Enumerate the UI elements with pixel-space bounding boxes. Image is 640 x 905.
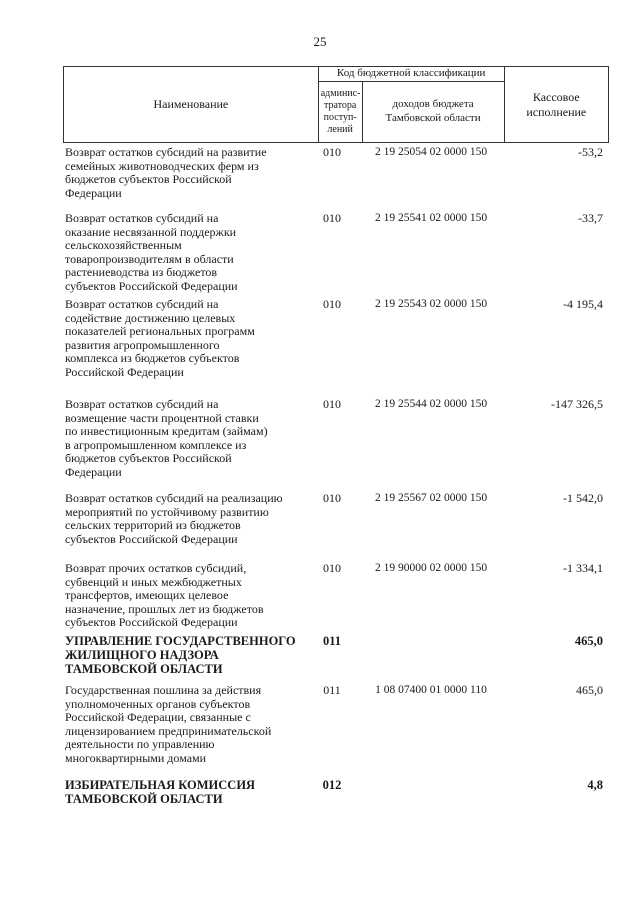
row-exec-value: 465,0 — [574, 634, 603, 648]
row-admin-code: 010 — [323, 145, 341, 159]
row-name — [65, 398, 307, 480]
row-name-line: бюджетов субъектов Российской — [65, 172, 232, 187]
header-income — [362, 82, 504, 143]
row-exec-value: -4 195,4 — [563, 297, 603, 311]
row-exec-value: -1 334,1 — [563, 561, 603, 575]
header-exec-line: исполнение — [526, 104, 587, 119]
header-admin — [318, 82, 362, 143]
row-name-line: комплекса из бюджетов субъектов — [65, 351, 240, 366]
row-name-line: УПРАВЛЕНИЕ ГОСУДАРСТВЕННОГО — [65, 634, 296, 648]
row-name-line: Российской Федерации, связанные с — [65, 710, 251, 725]
row-name-line: ТАМБОВСКОЙ ОБЛАСТИ — [65, 662, 223, 676]
header-admin-line: лений — [327, 124, 353, 135]
table-header — [63, 66, 609, 143]
row-name-line: Возврат остатков субсидий на — [65, 211, 219, 225]
row-name-line: оказание несвязанной поддержки — [65, 224, 237, 239]
row-admin-code: 011 — [322, 634, 342, 648]
row-name-line: растениеводства из бюджетов — [65, 265, 218, 280]
header-admin-line: тратора — [323, 100, 357, 111]
header-name: Наименование — [64, 67, 319, 143]
row-admin-code: 011 — [323, 683, 341, 697]
row-name-line: сельских территорий из бюджетов — [65, 518, 241, 533]
row-admin-code: 010 — [323, 297, 341, 311]
header-exec — [504, 67, 608, 143]
row-name-line: деятельности по управлению — [65, 737, 215, 752]
row-admin-code: 010 — [323, 211, 341, 225]
row-name-line: трансфертов, имеющих целевое — [65, 588, 229, 603]
row-name-line: лицензированием предпринимательской — [65, 723, 272, 738]
header-income-line: доходов бюджета — [392, 98, 474, 111]
row-exec-value: -147 326,5 — [551, 397, 603, 411]
row-name — [65, 634, 307, 676]
row-exec-value: -53,2 — [578, 145, 603, 159]
row-name-line: Возврат прочих остатков субсидий, — [65, 561, 247, 575]
row-income-code: 1 08 07400 01 0000 110 — [375, 684, 487, 696]
row-name-line: ЖИЛИЩНОГО НАДЗОРА — [65, 648, 219, 662]
row-name-line: в агропромышленном комплексе из — [65, 437, 247, 452]
row-income-code: 2 19 25541 02 0000 150 — [374, 212, 488, 224]
row-name-line: субъектов Российской Федерации — [65, 531, 238, 546]
row-name-line: бюджетов субъектов Российской — [65, 451, 232, 466]
row-name-line: возмещение части процентной ставки — [65, 410, 259, 425]
row-admin-code: 010 — [323, 561, 341, 575]
row-name-line: Федерации — [65, 464, 122, 479]
row-name-line: Возврат остатков субсидий на — [65, 397, 219, 411]
row-income-code: 2 19 25054 02 0000 150 — [374, 146, 488, 158]
row-name — [65, 684, 307, 766]
row-income-code: 2 19 25543 02 0000 150 — [374, 298, 488, 310]
row-name-line: Возврат остатков субсидий на — [65, 297, 219, 311]
row-name-line: Государственная пошлина за действия — [65, 683, 262, 697]
row-name-line: субъектов Российской Федерации — [65, 278, 238, 293]
row-income-code: 2 19 25567 02 0000 150 — [374, 492, 488, 504]
row-name-line: Российской Федерации — [65, 364, 184, 379]
row-name-line: по инвестиционным кредитам (займам) — [65, 424, 268, 439]
row-name — [65, 146, 307, 200]
row-name-line: сельскохозяйственным — [65, 238, 182, 253]
header-admin-line: поступ- — [323, 112, 357, 123]
row-name-line: показателей региональных программ — [65, 324, 255, 339]
header-exec-line: Кассовое — [532, 89, 580, 104]
row-name — [65, 212, 307, 294]
row-name — [65, 298, 307, 380]
row-income-code: 2 19 25544 02 0000 150 — [374, 398, 488, 410]
row-name — [65, 492, 307, 546]
row-exec-value: -33,7 — [578, 211, 603, 225]
row-name — [65, 562, 307, 630]
header-income-line: Тамбовской области — [385, 112, 481, 124]
row-name-line: многоквартирными домами — [65, 750, 207, 765]
row-name-line: субъектов Российской Федерации — [65, 615, 238, 630]
row-admin-code: 010 — [323, 397, 341, 411]
header-admin-line: админис- — [320, 88, 361, 99]
row-admin-code: 012 — [322, 778, 342, 792]
row-name-line: Возврат остатков субсидий на реализацию — [65, 491, 283, 505]
row-name-line: товаропроизводителям в области — [65, 251, 234, 266]
page-number: 25 — [313, 34, 327, 49]
row-name-line: уполномоченных органов субъектов — [65, 696, 251, 711]
row-name-line: семейных животноводческих ферм из — [65, 158, 259, 173]
header-code-group: Код бюджетной классификации — [318, 67, 504, 82]
row-name — [65, 778, 307, 806]
row-name-line: мероприятий по устойчивому развитию — [65, 504, 269, 519]
row-name-line: содействие достижению целевых — [65, 310, 236, 325]
row-name-line: ИЗБИРАТЕЛЬНАЯ КОМИССИЯ — [65, 778, 256, 792]
row-name-line: Возврат остатков субсидий на развитие — [65, 145, 267, 159]
row-exec-value: 465,0 — [576, 683, 603, 697]
row-income-code: 2 19 90000 02 0000 150 — [374, 562, 488, 574]
row-name-line: развития агропромышленного — [65, 337, 220, 352]
row-name-line: ТАМБОВСКОЙ ОБЛАСТИ — [65, 792, 223, 806]
row-name-line: субвенций и иных межбюджетных — [65, 574, 242, 589]
row-name-line: Федерации — [65, 185, 122, 200]
row-exec-value: 4,8 — [587, 778, 603, 792]
row-name-line: назначение, прошлых лет из бюджетов — [65, 601, 264, 616]
row-admin-code: 010 — [323, 491, 341, 505]
row-exec-value: -1 542,0 — [563, 491, 603, 505]
